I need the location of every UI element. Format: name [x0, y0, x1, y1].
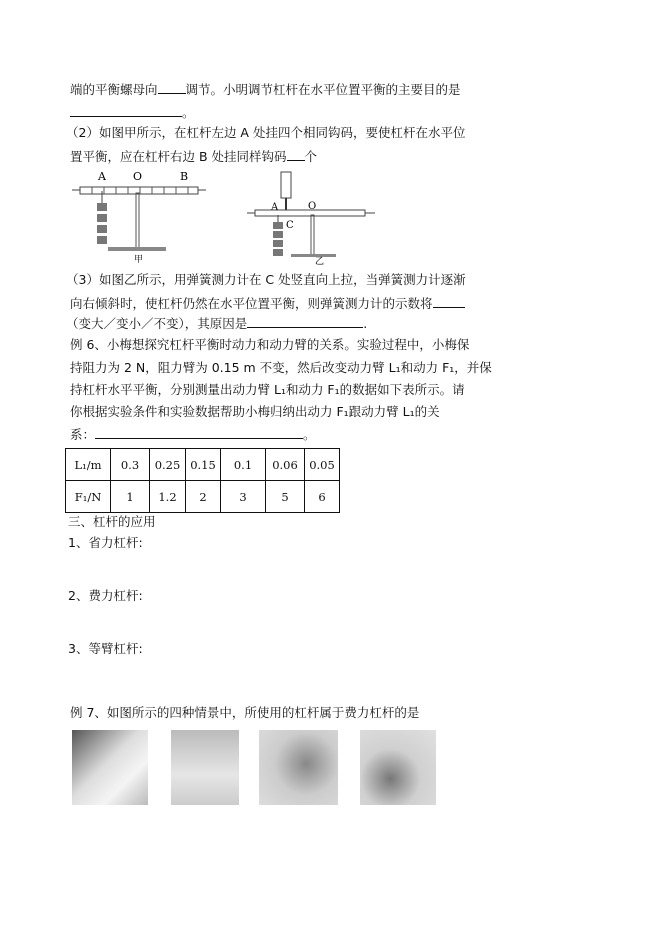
table-cell: 0.25 [150, 449, 186, 481]
text-line: 持阻力为 2 N，阻力臂为 0.15 m 不变，然后改变动力臂 L₁和动力 F₁，并保 [70, 360, 492, 375]
table-cell: 0.06 [266, 449, 305, 481]
table-cell: 0.3 [111, 449, 150, 481]
answer-blank[interactable] [158, 81, 186, 94]
text-line: 例 7、如图所示的四种情景中，所使用的杠杆属于费力杠杆的是 [70, 705, 420, 720]
text: 。 [303, 427, 316, 442]
table-cell: 0.05 [305, 449, 340, 481]
text-line: 例 6、小梅想探究杠杆平衡时动力和动力臂的关系。实验过程中，小梅保 [70, 337, 470, 352]
text: 端的平衡螺母向 [70, 82, 158, 97]
label-o: O [308, 201, 317, 212]
text: 个 [304, 149, 318, 164]
table-cell: 0.15 [186, 449, 221, 481]
table-cell: 1 [111, 481, 150, 513]
photo-nutcracker [259, 730, 338, 805]
lever-figure-yi [245, 170, 380, 265]
text-line [70, 426, 316, 443]
answer-blank[interactable] [247, 315, 363, 328]
table-row [66, 449, 340, 481]
text-line: （2）如图甲所示，在杠杆左边 A 处挂四个相同钩码，要使杠杆在水平位 [66, 125, 466, 140]
label-a: A [98, 170, 106, 183]
answer-blank[interactable] [70, 104, 182, 117]
table-cell: 1.2 [150, 481, 186, 513]
photo-hammer [171, 730, 239, 805]
text-line [70, 295, 465, 312]
text-line [70, 148, 317, 165]
list-item: 1、省力杠杆: [68, 535, 143, 550]
text: 系： [70, 427, 96, 442]
text: 。 [182, 105, 195, 120]
text: . [363, 316, 368, 331]
photo-crowbar [72, 730, 148, 805]
label-c: C [286, 220, 294, 231]
caption-jia: 甲 [134, 255, 144, 263]
list-item: 3、等臂杠杆: [68, 641, 143, 656]
label-b: B [180, 170, 189, 183]
lever-figure-jia [70, 167, 210, 263]
answer-blank[interactable] [95, 426, 303, 439]
row-header: F₁/N [66, 481, 111, 513]
list-item: 2、费力杠杆: [68, 588, 143, 603]
text: 调节。小明调节杠杆在水平位置平衡的主要目的是 [185, 82, 461, 97]
table-row [66, 481, 340, 513]
photo-tongs [360, 730, 436, 805]
data-table [65, 448, 340, 513]
text: （变大／变小／不变），其原因是 [66, 316, 248, 331]
label-o: O [133, 170, 143, 183]
caption-yi: 乙 [315, 257, 325, 265]
label-a: A [271, 202, 279, 213]
section-heading: 三、杠杆的应用 [68, 514, 156, 529]
answer-blank[interactable] [287, 148, 305, 161]
answer-blank[interactable] [433, 295, 465, 308]
text-line: 持杠杆水平平衡，分别测量出动力臂 L₁和动力 F₁的数据如下表所示。请 [70, 382, 465, 397]
text-line [70, 104, 195, 121]
text: 向右倾斜时，使杠杆仍然在水平位置平衡，则弹簧测力计的示数将 [70, 296, 433, 311]
text: 置平衡，应在杠杆右边 B 处挂同样钩码 [70, 149, 287, 164]
text-line: （3）如图乙所示，用弹簧测力计在 C 处竖直向上拉，当弹簧测力计逐渐 [66, 272, 466, 287]
row-header: L₁/m [66, 449, 111, 481]
table-cell: 0.1 [221, 449, 266, 481]
text-line [66, 315, 367, 332]
table-cell: 3 [221, 481, 266, 513]
table-cell: 2 [186, 481, 221, 513]
text-line: 你根据实验条件和实验数据帮助小梅归纳出动力 F₁跟动力臂 L₁的关 [70, 404, 440, 419]
text-line [70, 81, 461, 98]
table-cell: 5 [266, 481, 305, 513]
table-cell: 6 [305, 481, 340, 513]
